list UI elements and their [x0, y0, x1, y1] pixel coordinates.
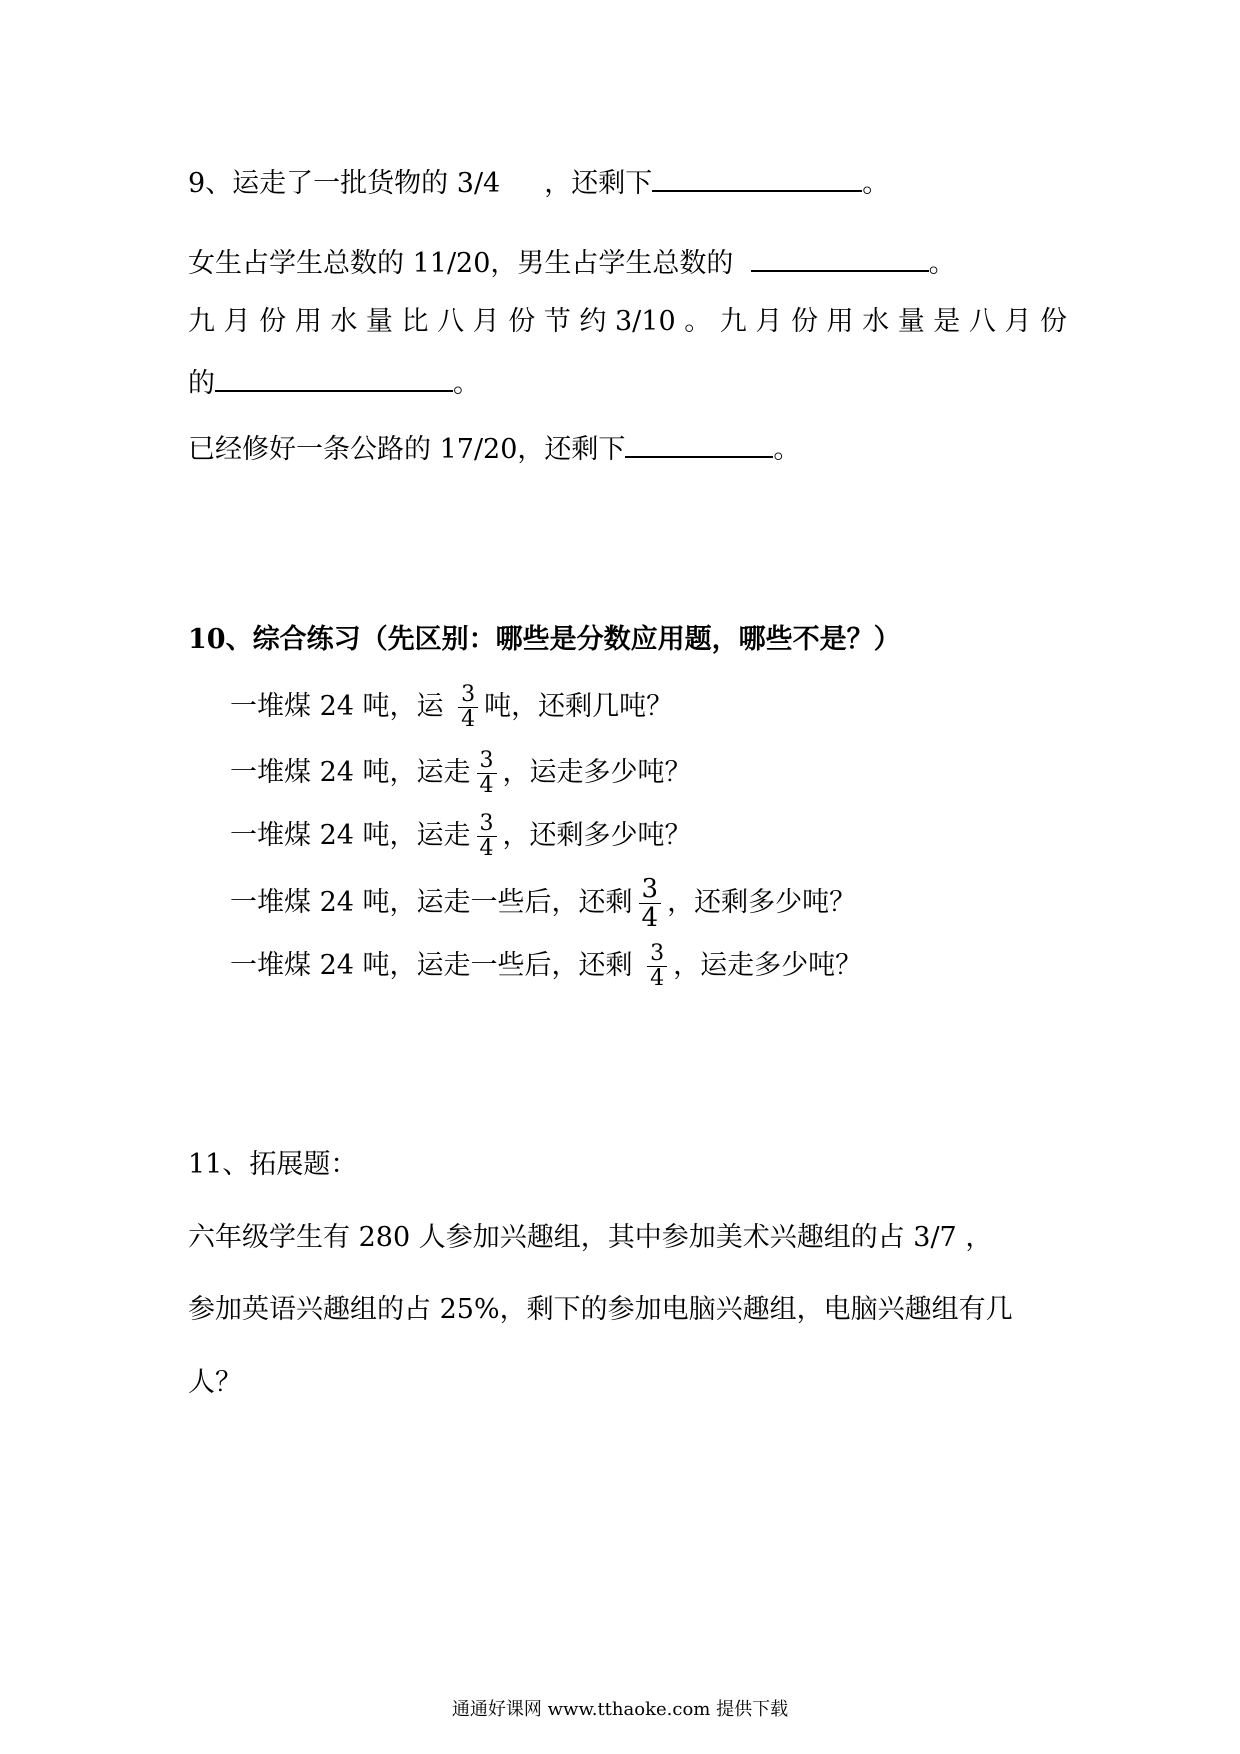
q11-line-2: 参加英语兴趣组的占 25%，剩下的参加电脑兴趣组，电脑兴趣组有几	[188, 1294, 1013, 1325]
fraction: $\frac{3}{4}$	[647, 942, 667, 991]
q11-line-1: 六年级学生有 280 人参加兴趣组，其中参加美术兴趣组的占 3/7 ，	[188, 1222, 993, 1253]
answer-blank-3[interactable]	[215, 362, 453, 392]
q10-item-4: 一堆煤 24 吨，运走一些后，还剩 $\frac{3}{4}$ ，还剩多少吨？	[230, 874, 857, 933]
q9-line-2: 女生占学生总数的 11/20，男生占学生总数的 。	[188, 242, 956, 284]
q10-title: 10、综合练习（先区别：哪些是分数应用题，哪些不是？）	[188, 624, 901, 655]
fraction: $\frac{3}{4}$	[477, 749, 497, 798]
q9-line-3-text: 九 月 份 用 水 量 比 八 月 份 节 约 3/10 。 九 月 份 用 水 量 是 八 月 份	[188, 306, 1068, 337]
fraction: $\frac{3}{4}$	[639, 875, 662, 932]
q10-item-5: 一堆煤 24 吨，运走一些后，还剩 $\frac{3}{4}$ ，运走多少吨？	[230, 941, 863, 991]
fraction: $\frac{3}{4}$	[477, 812, 497, 861]
q11-title: 11、拓展题：	[188, 1149, 358, 1180]
fraction: $\frac{3}{4}$	[458, 683, 478, 732]
q9-line-1-mid: ，还剩下	[544, 168, 653, 199]
q9-line-4: 的 。	[188, 362, 480, 404]
q9-line-5-text: 已经修好一条公路的 17/20，还剩下	[188, 434, 626, 465]
q9-line-5: 已经修好一条公路的 17/20，还剩下 。	[188, 428, 800, 470]
q9-line-1-text: 9、运走了一批货物的 3/4	[188, 168, 501, 199]
q10-item-2: 一堆煤 24 吨，运走 $\frac{3}{4}$ ，运走多少吨？	[230, 748, 692, 798]
q9-line-1: 9、运走了一批货物的 3/4 ，还剩下 。	[188, 162, 889, 204]
answer-blank-4[interactable]	[625, 428, 773, 458]
q11-line-3: 人？	[188, 1367, 242, 1398]
answer-blank-2[interactable]	[751, 242, 929, 272]
answer-blank-1[interactable]	[652, 162, 862, 192]
q9-line-2-text: 女生占学生总数的 11/20，男生占学生总数的	[188, 248, 734, 279]
q10-item-3: 一堆煤 24 吨，运走 $\frac{3}{4}$ ，还剩多少吨？	[230, 811, 692, 861]
q10-item-1: 一堆煤 24 吨，运 $\frac{3}{4}$ 吨，还剩几吨？	[230, 682, 674, 732]
q9-line-3	[188, 302, 1067, 342]
footer-credit: 通通好课网 www.tthaoke.com 提供下载	[451, 1699, 789, 1720]
